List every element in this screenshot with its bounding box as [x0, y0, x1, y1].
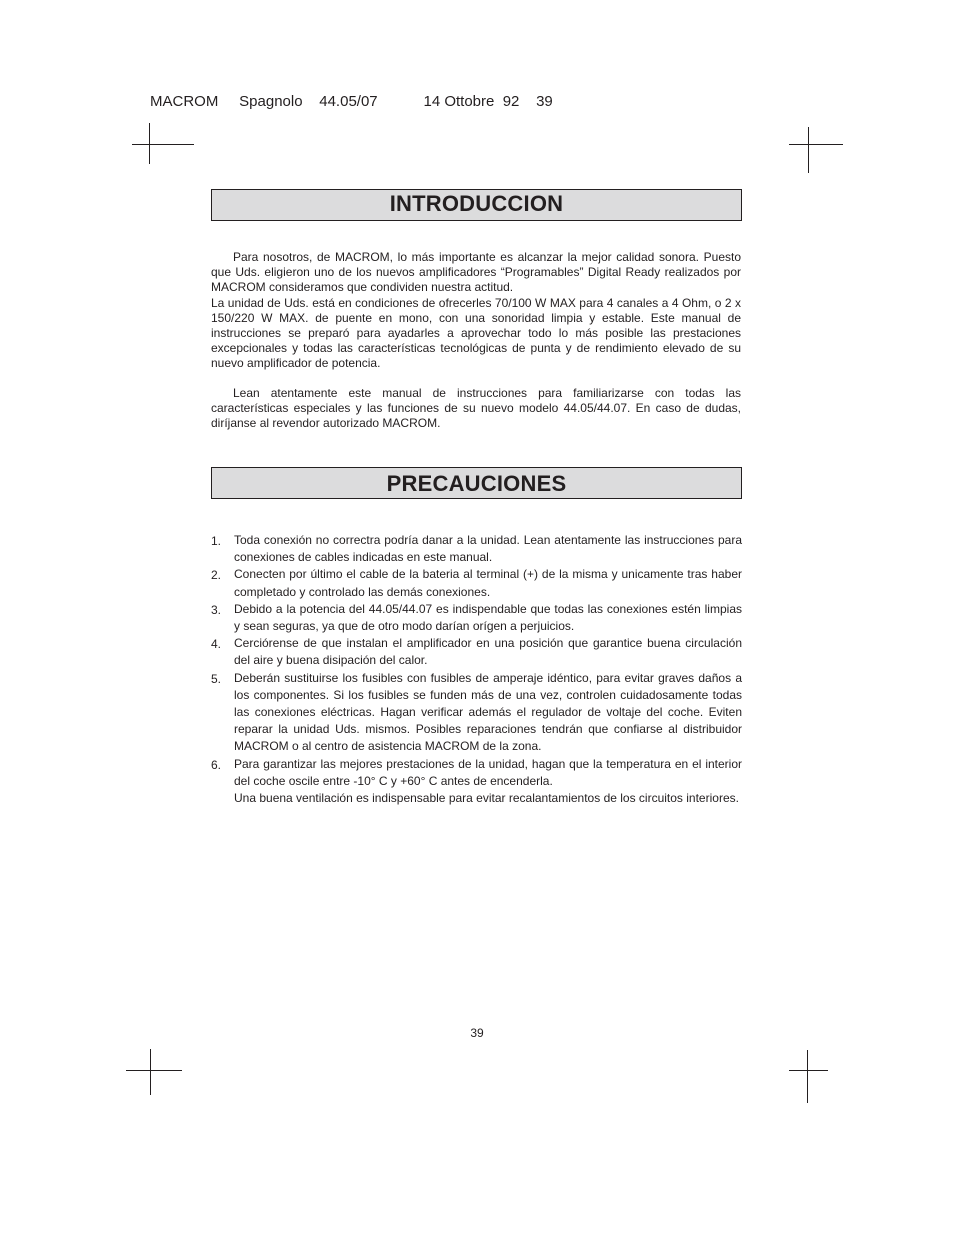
list-item [211, 670, 742, 756]
list-item-note: Una buena ventilación es indispensable para evitar recalantamientos de los circuitos interiores. [234, 791, 739, 806]
list-item-number: 2. [211, 568, 222, 583]
header-page: 39 [536, 93, 553, 110]
header-brand: MACROM [150, 93, 219, 110]
list-item-text: Para garantizar las mejores prestaciones de la unidad, hagan que la temperatura en el interior del coche oscile entre -10° C y +60° C antes de encenderla. [234, 756, 742, 788]
list-item [211, 756, 742, 808]
intro-paragraph-1: Para nosotros, de MACROM, lo más importante es alcanzar la mejor calidad sonora. Puesto que Uds. eligieron uno de los nuevos amplificadores “Programables” Digital Ready realizados por MACROM consideramos que condividen nuestra actitud. [211, 250, 741, 294]
list-item [211, 532, 742, 566]
list-item-text: Debido a la potencia del 44.05/44.07 es indispendable que todas las conexiones estén limpias y sean seguras, ya que de otro modo darían orígen a perjuicios. [234, 601, 742, 634]
list-item [211, 601, 742, 635]
section-title-introduccion: INTRODUCCION [211, 189, 742, 221]
page-number: 39 [470, 1026, 484, 1040]
header-model: 44.05/07 [319, 93, 378, 110]
header-language: Spagnolo [239, 93, 303, 110]
list-item-text: Toda conexión no correctra podría danar a la unidad. Lean atentamente las instrucciones para conexiones de cables indicadas en este manual. [234, 533, 742, 565]
list-item-text: Conecten por último el cable de la bateria al terminal (+) de la misma y unicamente tras haber completado y controlado las demás conexiones. [234, 567, 742, 599]
intro-paragraph-3: Lean atentamente este manual de instrucciones para familiarizarse con todas las características especiales y las funciones de su nuevo modelo 44.05/44.07. En caso de dudas, diríjanse al revendor autorizado MACROM. [211, 386, 741, 430]
list-item-number: 5. [211, 671, 222, 686]
list-item [211, 566, 742, 600]
intro-paragraph-2: La unidad de Uds. está en condiciones de ofrecerles 70/100 W MAX para 4 canales a 4 Ohm, o 2 x 150/220 W MAX. de puente en mono, con una sonoridad limpia y estable. Este manual de instrucciones se preparó para ayadarles a aprovechar todo lo más posible las prestaciones excepcionales y todas las características tecnológicas de punta y de rendimiento elevado de su nuevo amplificador de potencia. [211, 296, 741, 370]
list-item-text: Cerciórense de que instalan el amplificador en una posición que garantice buena circulación del aire y buena disipación del calor. [234, 636, 742, 668]
section-title-precauciones: PRECAUCIONES [211, 467, 742, 499]
header-date: 14 Ottobre 92 [423, 93, 520, 110]
precautions-list [211, 532, 742, 807]
list-item-text: Deberán sustituirse los fusibles con fusibles de amperaje idéntico, para evitar graves daños a los componentes. Si los fusibles se funden más de una vez, controlen cuidadosamente todas las conexiones eléctricas. Hagan verificar además el regulador de voltaje del coche. Eviten reparar la unidad Uds. mismos. Posibles reparaciones tendrán que confiarse al distribuidor MACROM o al centro de asistencia MACROM de la zona. [234, 670, 742, 754]
list-item-number: 4. [211, 637, 222, 652]
list-item-number: 1. [211, 534, 222, 548]
print-header [150, 93, 553, 110]
list-item-number: 3. [211, 602, 222, 617]
list-item-number: 6. [211, 757, 222, 772]
list-item [211, 635, 742, 669]
